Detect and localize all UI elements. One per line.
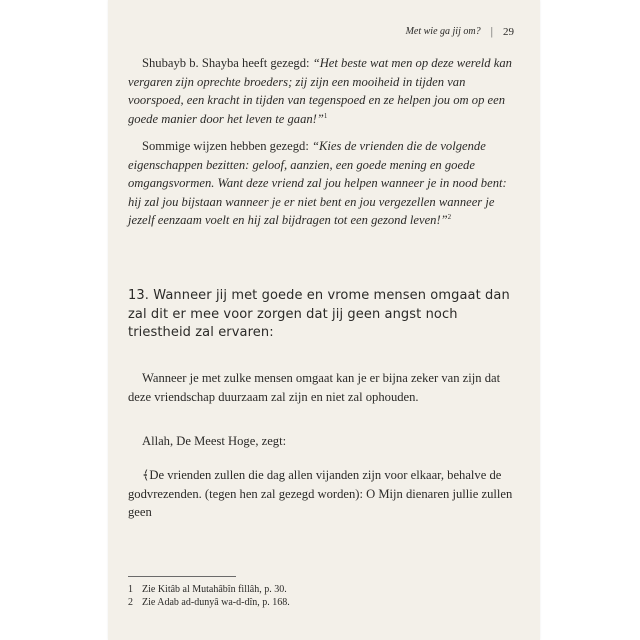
footnote-1-text: Zie Kitâb al Mutahâbîn fillâh, p. 30. [142,584,287,595]
footnote-1-number: 1 [128,584,133,595]
running-head [406,24,514,39]
quote-1-text: “Het beste wat men op deze wereld kan vergaren zijn oprechte broeders; zij zijn een mooiheid in tijden van voorspoed, een kracht in tijden van tegenspoed en ze helpen jou om op een goede manier door het leven te gaan!” [128,56,512,126]
footnote-2-text: Zie Adab ad-dunyâ wa-d-dîn, p. 168. [142,597,290,608]
footnote-2-number: 2 [128,597,133,608]
quote-1-speaker: Shubayb b. Shayba heeft gezegd: [142,56,310,70]
quote-2-text: “Kies de vrienden die de volgende eigenschappen bezitten: geloof, aanzien, een goede mening en goede omgangsvormen. Want deze vriend zal jou helpen wanneer je in nood bent: hij zal jou bijstaan wanneer je er niet bent en jou vergezellen wanneer je jezelf eenzaam voelt en hij zal bijdragen tot een gezond leven!” [128,139,507,228]
page-number: 29 [503,25,514,38]
body-paragraph-2: Allah, De Meest Hoge, zegt: [142,434,287,448]
header-separator: | [490,24,493,38]
footnotes [128,576,508,609]
quote-paragraph-2 [128,137,516,230]
body-paragraph-1: Wanneer je met zulke mensen omgaat kan je er bijna zeker van zijn dat deze vriendschap duurzaam zal zijn en niet zal ophouden. [128,371,501,404]
footnote-ref-2: 2 [447,213,452,222]
footnote-2 [128,596,508,609]
footnote-ref-1: 1 [323,111,328,120]
quote-2-speaker: Sommige wijzen hebben gezegd: [142,139,309,153]
footnote-divider [128,576,236,577]
book-page [108,0,540,640]
quran-quote: ﴾De vrienden zullen die dag allen vijanden zijn voor elkaar, behalve de godvrezenden. (tegen hen zal gezegd worden): O Mijn dienaren jullie zullen geen [128,468,513,520]
section-heading: 13. Wanneer jij met goede en vrome mensen omgaat dan zal dit er mee voor zorgen dat jij geen angst noch triestheid zal ervaren: [128,288,510,340]
running-title: Met wie ga jij om? [405,26,481,37]
quote-paragraph-1 [128,54,516,128]
footnote-1 [128,583,508,596]
